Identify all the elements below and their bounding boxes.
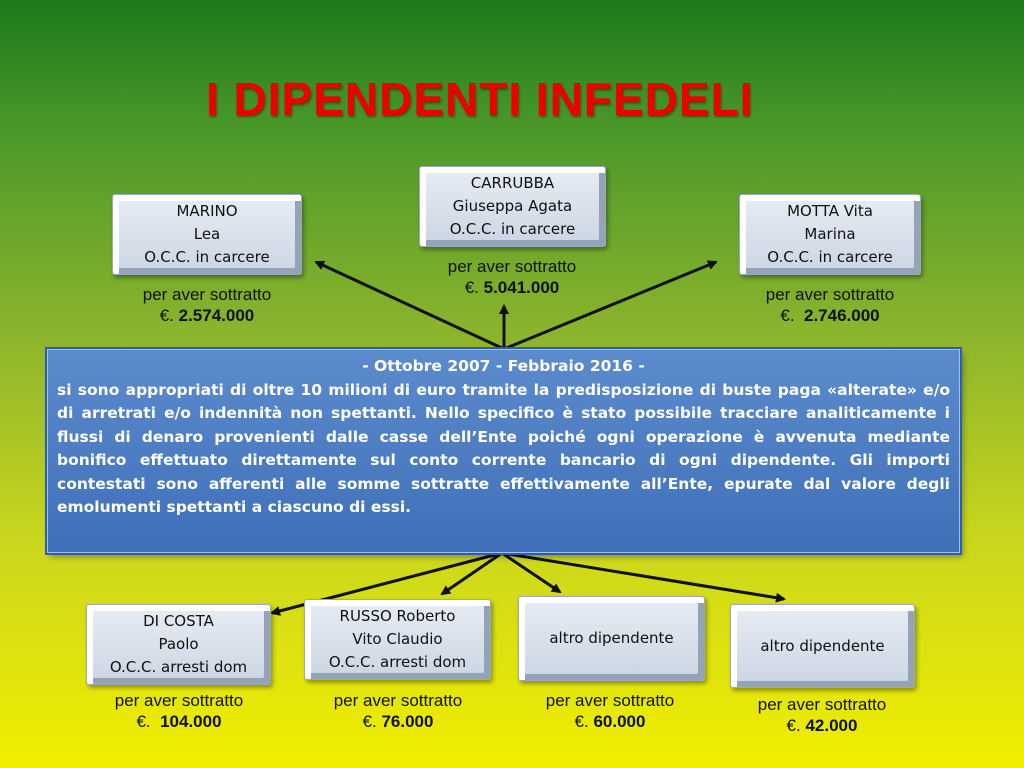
employee-caption-motta bbox=[730, 284, 930, 326]
arrow-to-russo bbox=[442, 553, 502, 594]
employee-caption-carrubba bbox=[412, 256, 612, 298]
amount-value: 42.000 bbox=[805, 716, 858, 735]
employee-box-carrubba bbox=[419, 166, 606, 247]
caption-text: per aver sottratto bbox=[114, 691, 244, 710]
amount-value: 5.041.000 bbox=[483, 278, 560, 297]
employee-caption-altro-2 bbox=[722, 694, 922, 736]
summary-box bbox=[47, 349, 960, 553]
caption-text: per aver sottratto bbox=[765, 285, 895, 304]
employee-name-line: Lea bbox=[193, 225, 221, 243]
amount-value: 104.000 bbox=[160, 712, 222, 731]
caption-text: per aver sottratto bbox=[142, 285, 272, 304]
amount-prefix: €. bbox=[780, 306, 804, 325]
employee-status-line: O.C.C. arresti dom bbox=[328, 653, 467, 671]
employee-box-altro-2 bbox=[730, 604, 915, 688]
amount-prefix: €. bbox=[136, 712, 161, 731]
employee-box-russo bbox=[304, 599, 491, 680]
amount-prefix: €. bbox=[159, 306, 179, 325]
summary-text: si sono appropriati di oltre 10 milioni di euro tramite la predisposizione di buste paga «alterate» e/o di arretrati e/o indennità non spettanti. Nello specifico è stato possibile tracciare analiticamente i flussi di denaro provenienti dalle casse dell’Ente poiché ogni operazione è avvenuta mediante bonifico effettuato direttamente sul conto corrente bancario di ogni dipendente. Gli importi contestati sono afferenti alle somme sottratte effettivamente all’Ente, epurate dal valore degli emolumenti spettanti a ciascuno di essi. bbox=[57, 380, 950, 516]
amount-value: 76.000 bbox=[381, 712, 434, 731]
employee-name-line: MARINO bbox=[176, 202, 238, 220]
amount-prefix: €. bbox=[464, 278, 484, 297]
employee-box-marino bbox=[112, 194, 302, 275]
employee-name-line: CARRUBBA bbox=[470, 174, 555, 192]
employee-name-line: RUSSO Roberto bbox=[339, 607, 456, 625]
slide-title: I DIPENDENTI INFEDELI bbox=[206, 73, 754, 125]
employee-caption-di-costa bbox=[79, 690, 279, 732]
employee-name-line: altro dipendente bbox=[760, 636, 885, 655]
employee-box-altro-1 bbox=[518, 596, 705, 681]
employee-name-line: Vito Claudio bbox=[352, 630, 443, 648]
employee-status-line: O.C.C. in carcere bbox=[767, 248, 893, 266]
arrow-to-altro-2 bbox=[502, 553, 784, 599]
caption-text: per aver sottratto bbox=[447, 257, 577, 276]
amount-prefix: €. bbox=[362, 712, 382, 731]
amount-value: 2.574.000 bbox=[178, 306, 255, 325]
caption-text: per aver sottratto bbox=[545, 691, 675, 710]
employee-name-line: MOTTA Vita bbox=[787, 202, 873, 220]
employee-caption-marino bbox=[112, 284, 302, 326]
employee-name-line: Giuseppa Agata bbox=[452, 197, 573, 215]
amount-prefix: €. bbox=[786, 716, 806, 735]
employee-box-di-costa bbox=[86, 604, 271, 685]
caption-text: per aver sottratto bbox=[757, 695, 887, 714]
employee-status-line: O.C.C. in carcere bbox=[144, 248, 270, 266]
employee-caption-russo bbox=[298, 690, 498, 732]
amount-value: 2.746.000 bbox=[803, 306, 880, 325]
amount-value: 60.000 bbox=[593, 712, 646, 731]
employee-caption-altro-1 bbox=[510, 690, 710, 732]
employee-name-line: Paolo bbox=[158, 635, 199, 653]
employee-box-motta bbox=[739, 194, 921, 275]
employee-status-line: O.C.C. in carcere bbox=[449, 220, 576, 238]
caption-text: per aver sottratto bbox=[333, 691, 463, 710]
amount-prefix: €. bbox=[574, 712, 594, 731]
employee-name-line: altro dipendente bbox=[549, 629, 674, 647]
employee-status-line: O.C.C. arresti dom bbox=[109, 658, 248, 676]
employee-name-line: DI COSTA bbox=[143, 612, 214, 630]
employee-name-line: Marina bbox=[804, 225, 856, 243]
summary-period: - Ottobre 2007 - Febbraio 2016 - bbox=[362, 357, 645, 375]
